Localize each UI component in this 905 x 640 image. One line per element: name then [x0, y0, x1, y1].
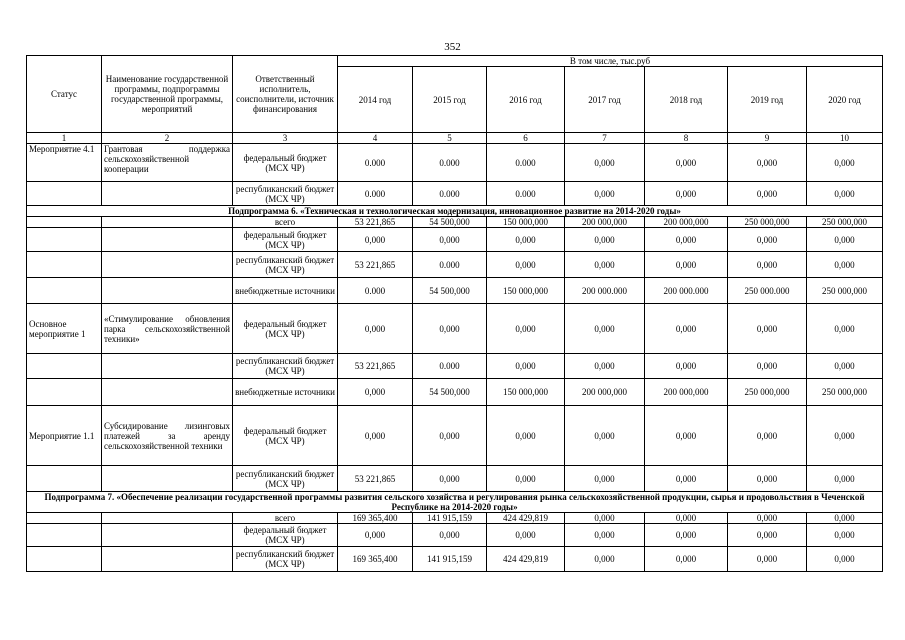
value-cell: 250 000,000	[728, 379, 807, 406]
value-cell: 0,000	[728, 466, 807, 492]
header-year: 2014 год	[338, 67, 413, 133]
value-cell: 0,000	[565, 304, 645, 354]
value-cell: 0,000	[728, 524, 807, 547]
value-cell: 0.000	[413, 144, 487, 182]
value-cell: 0,000	[728, 354, 807, 379]
table-row	[27, 547, 883, 572]
status-cell	[27, 547, 102, 572]
value-cell: 0,000	[807, 182, 883, 206]
value-cell: 200 000.000	[565, 278, 645, 304]
value-cell: 0,000	[645, 182, 728, 206]
value-cell: 0.000	[487, 182, 565, 206]
status-cell	[27, 524, 102, 547]
table-row	[27, 379, 883, 406]
source-cell: республиканский бюджет (МСХ ЧР)	[233, 354, 338, 379]
value-cell: 0,000	[565, 182, 645, 206]
value-cell: 0,000	[487, 466, 565, 492]
value-cell: 0,000	[645, 524, 728, 547]
header-year: 2018 год	[645, 67, 728, 133]
value-cell: 0,000	[728, 144, 807, 182]
value-cell: 0,000	[645, 228, 728, 252]
value-cell: 0,000	[487, 406, 565, 466]
value-cell: 0.000	[338, 278, 413, 304]
source-cell: федеральный бюджет (МСХ ЧР)	[233, 524, 338, 547]
page-number: 352	[444, 41, 461, 53]
name-cell	[102, 466, 233, 492]
value-cell: 0,000	[645, 354, 728, 379]
value-cell: 0,000	[487, 354, 565, 379]
value-cell: 0,000	[728, 513, 807, 524]
value-cell: 0.000	[487, 144, 565, 182]
subprogram-row	[27, 492, 883, 513]
value-cell: 250 000.000	[728, 278, 807, 304]
header-year: 2015 год	[413, 67, 487, 133]
table-row	[27, 406, 883, 466]
value-cell: 0,000	[728, 228, 807, 252]
name-cell: Субсидирование лизинговых платежей за аренду сельскохозяйственной техники	[102, 406, 233, 466]
subprogram-title: Подпрограмма 7. «Обеспечение реализации государственной программы развития сельского хозяйства и регулирования рынка сельскохозяйственной продукции, сырья и продовольствия в Чеченской Республике на 2014-2020 годы»	[27, 492, 883, 513]
value-cell: 0,000	[728, 182, 807, 206]
source-cell: республиканский бюджет (МСХ ЧР)	[233, 466, 338, 492]
value-cell: 424 429,819	[487, 513, 565, 524]
value-cell: 0,000	[807, 228, 883, 252]
value-cell: 0,000	[728, 547, 807, 572]
column-number: 7	[565, 133, 645, 144]
value-cell: 0,000	[338, 228, 413, 252]
value-cell: 200 000,000	[565, 379, 645, 406]
table-row	[27, 228, 883, 252]
header-including: В том числе, тыс.руб	[338, 56, 883, 67]
value-cell: 0,000	[807, 354, 883, 379]
subprogram-title: Подпрограмма 6. «Техническая и технологическая модернизация, инновационное развитие на 2014-2020 годы»	[27, 206, 883, 217]
value-cell: 169 365,400	[338, 547, 413, 572]
status-cell: Мероприятие 1.1	[27, 406, 102, 466]
name-cell	[102, 217, 233, 228]
source-cell: федеральный бюджет (МСХ ЧР)	[233, 406, 338, 466]
name-cell	[102, 278, 233, 304]
value-cell: 0,000	[645, 252, 728, 278]
value-cell: 0,000	[565, 144, 645, 182]
value-cell: 0,000	[645, 547, 728, 572]
value-cell: 141 915,159	[413, 513, 487, 524]
value-cell: 0.000	[338, 182, 413, 206]
table-row	[27, 466, 883, 492]
value-cell: 0,000	[645, 513, 728, 524]
header-year: 2016 год	[487, 67, 565, 133]
value-cell: 0,000	[487, 304, 565, 354]
source-cell: всего	[233, 217, 338, 228]
value-cell: 0,000	[728, 252, 807, 278]
column-number: 5	[413, 133, 487, 144]
value-cell: 0,000	[413, 304, 487, 354]
source-cell: внебюджетные источники	[233, 379, 338, 406]
value-cell: 0,000	[338, 304, 413, 354]
value-cell: 0,000	[565, 252, 645, 278]
table-row	[27, 217, 883, 228]
value-cell: 0.000	[413, 252, 487, 278]
value-cell: 150 000,000	[487, 217, 565, 228]
value-cell: 0,000	[565, 354, 645, 379]
value-cell: 0,000	[413, 466, 487, 492]
status-cell	[27, 217, 102, 228]
name-cell	[102, 524, 233, 547]
column-number: 10	[807, 133, 883, 144]
value-cell: 200 000,000	[645, 217, 728, 228]
name-cell	[102, 379, 233, 406]
value-cell: 0,000	[645, 406, 728, 466]
table-row	[27, 354, 883, 379]
value-cell: 0,000	[645, 144, 728, 182]
source-cell: республиканский бюджет (МСХ ЧР)	[233, 252, 338, 278]
value-cell: 0,000	[565, 228, 645, 252]
budget-table	[26, 55, 883, 572]
header-status: Статус	[27, 56, 102, 133]
column-number: 6	[487, 133, 565, 144]
value-cell: 0,000	[807, 252, 883, 278]
header-name: Наименование государственной программы, подпрограммы государственной программы, мероприятий	[102, 56, 233, 133]
subprogram-row	[27, 206, 883, 217]
value-cell: 0,000	[338, 379, 413, 406]
value-cell: 54 500,000	[413, 278, 487, 304]
source-cell: всего	[233, 513, 338, 524]
value-cell: 0,000	[487, 228, 565, 252]
value-cell: 0.000	[413, 182, 487, 206]
header-year: 2017 год	[565, 67, 645, 133]
value-cell: 250 000,000	[728, 217, 807, 228]
value-cell: 169 365,400	[338, 513, 413, 524]
value-cell: 54 500,000	[413, 217, 487, 228]
status-cell	[27, 466, 102, 492]
value-cell: 0,000	[807, 406, 883, 466]
table-row	[27, 144, 883, 182]
value-cell: 0,000	[645, 304, 728, 354]
value-cell: 0,000	[338, 406, 413, 466]
column-number: 9	[728, 133, 807, 144]
status-cell	[27, 513, 102, 524]
value-cell: 53 221,865	[338, 252, 413, 278]
name-cell: Грантовая поддержка сельскохозяйственной кооперации	[102, 144, 233, 182]
column-number: 8	[645, 133, 728, 144]
source-cell: внебюджетные источники	[233, 278, 338, 304]
name-cell	[102, 513, 233, 524]
status-cell: Мероприятие 4.1	[27, 144, 102, 182]
value-cell: 0,000	[338, 524, 413, 547]
value-cell: 0.000	[338, 144, 413, 182]
name-cell: «Стимулирование обновления парка сельскохозяйственной техники»	[102, 304, 233, 354]
table-row	[27, 304, 883, 354]
value-cell: 0.000	[413, 354, 487, 379]
table-row	[27, 524, 883, 547]
value-cell: 0,000	[807, 466, 883, 492]
value-cell: 250 000,000	[807, 217, 883, 228]
value-cell: 0,000	[413, 228, 487, 252]
table-row	[27, 278, 883, 304]
source-cell: республиканский бюджет (МСХ ЧР)	[233, 547, 338, 572]
value-cell: 0,000	[807, 513, 883, 524]
value-cell: 0,000	[413, 524, 487, 547]
value-cell: 0,000	[807, 524, 883, 547]
value-cell: 0,000	[565, 513, 645, 524]
value-cell: 0,000	[413, 406, 487, 466]
source-cell: федеральный бюджет (МСХ ЧР)	[233, 144, 338, 182]
value-cell: 200 000.000	[645, 278, 728, 304]
name-cell	[102, 252, 233, 278]
value-cell: 0,000	[487, 252, 565, 278]
name-cell	[102, 547, 233, 572]
value-cell: 54 500,000	[413, 379, 487, 406]
header-executor: Ответственный исполнитель, соисполнители, источник финансирования	[233, 56, 338, 133]
name-cell	[102, 182, 233, 206]
status-cell	[27, 354, 102, 379]
status-cell	[27, 278, 102, 304]
status-cell	[27, 228, 102, 252]
value-cell: 250 000,000	[807, 379, 883, 406]
header-year: 2019 год	[728, 67, 807, 133]
value-cell: 53 221,865	[338, 217, 413, 228]
status-cell	[27, 252, 102, 278]
value-cell: 0,000	[807, 304, 883, 354]
column-number: 2	[102, 133, 233, 144]
value-cell: 200 000,000	[645, 379, 728, 406]
value-cell: 0,000	[728, 406, 807, 466]
value-cell: 200 000,000	[565, 217, 645, 228]
column-number: 4	[338, 133, 413, 144]
status-cell: Основное мероприятие 1	[27, 304, 102, 354]
value-cell: 0,000	[728, 304, 807, 354]
value-cell: 0,000	[807, 547, 883, 572]
value-cell: 0,000	[487, 524, 565, 547]
value-cell: 0,000	[565, 524, 645, 547]
header-year: 2020 год	[807, 67, 883, 133]
name-cell	[102, 354, 233, 379]
source-cell: республиканский бюджет (МСХ ЧР)	[233, 182, 338, 206]
status-cell	[27, 379, 102, 406]
value-cell: 0,000	[645, 466, 728, 492]
value-cell: 53 221,865	[338, 354, 413, 379]
column-number: 3	[233, 133, 338, 144]
value-cell: 0,000	[565, 406, 645, 466]
source-cell: федеральный бюджет (МСХ ЧР)	[233, 228, 338, 252]
table-row	[27, 252, 883, 278]
value-cell: 150 000,000	[487, 278, 565, 304]
value-cell: 250 000,000	[807, 278, 883, 304]
value-cell: 0,000	[565, 466, 645, 492]
source-cell: федеральный бюджет (МСХ ЧР)	[233, 304, 338, 354]
value-cell: 424 429,819	[487, 547, 565, 572]
column-number: 1	[27, 133, 102, 144]
value-cell: 0,000	[807, 144, 883, 182]
table-row	[27, 513, 883, 524]
value-cell: 53 221,865	[338, 466, 413, 492]
value-cell: 0,000	[565, 547, 645, 572]
value-cell: 141 915,159	[413, 547, 487, 572]
table-row	[27, 182, 883, 206]
value-cell: 150 000,000	[487, 379, 565, 406]
name-cell	[102, 228, 233, 252]
status-cell	[27, 182, 102, 206]
